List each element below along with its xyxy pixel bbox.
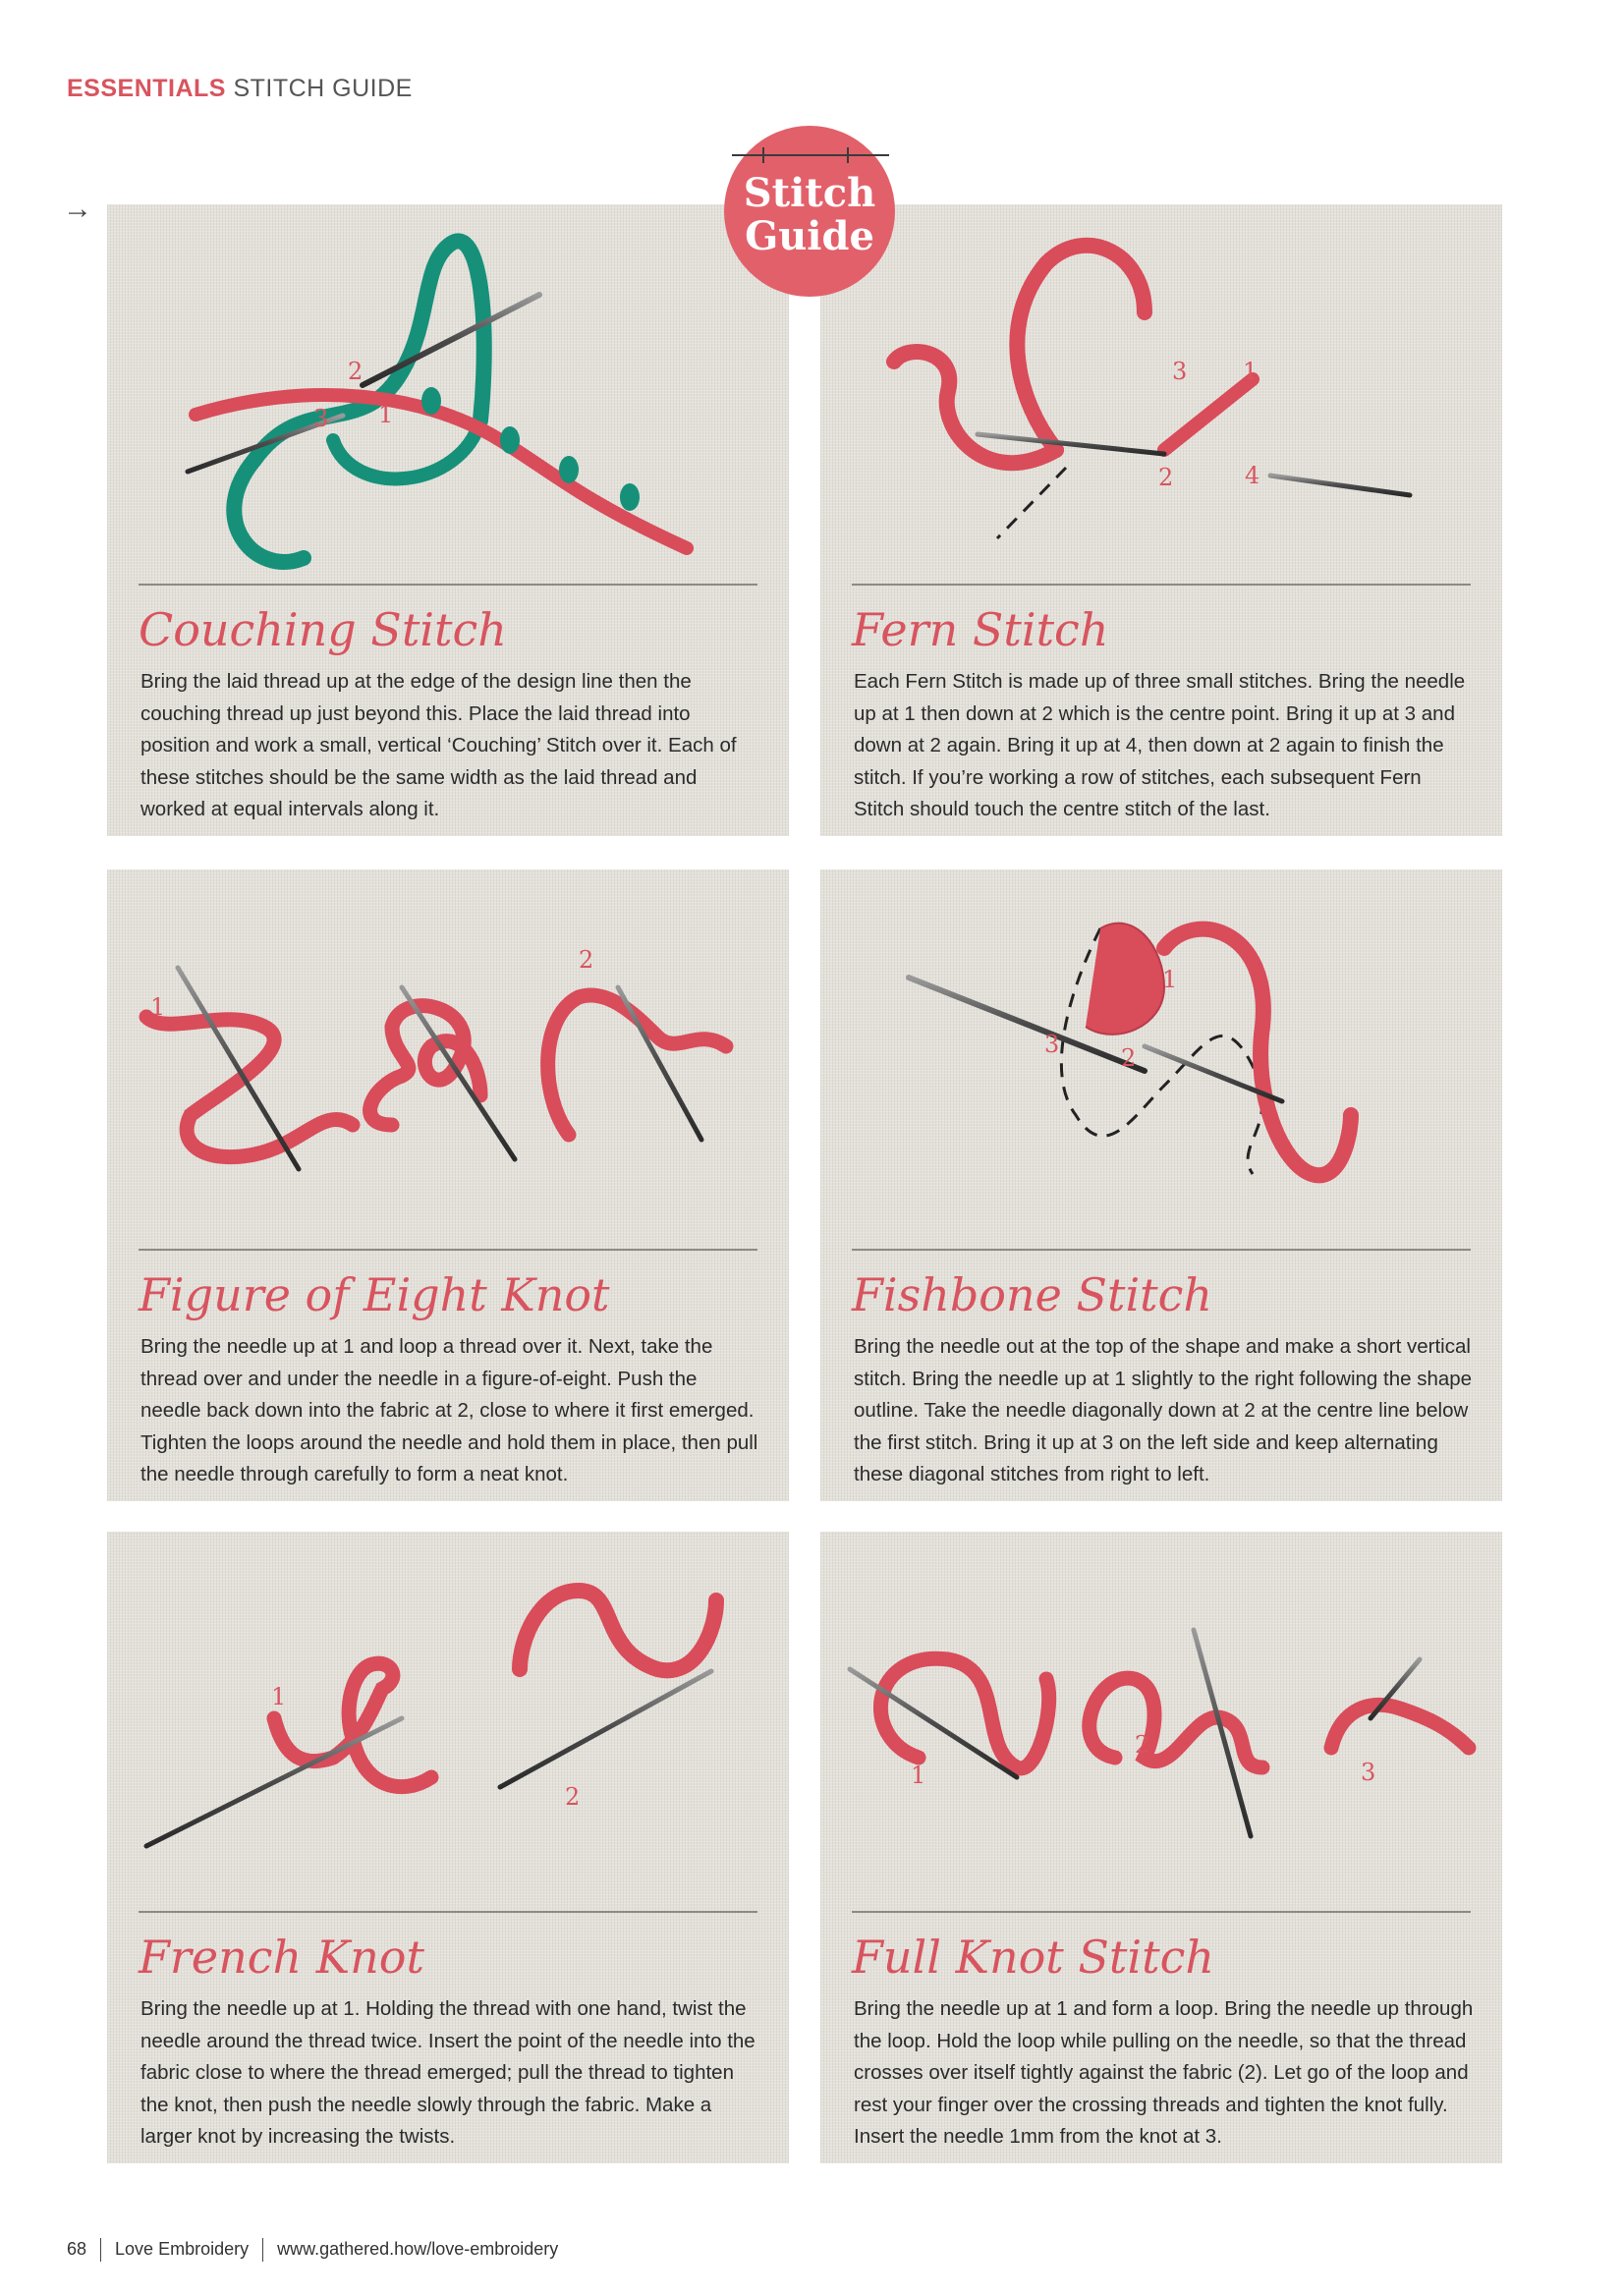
label-2: 2 (1135, 1731, 1150, 1759)
label-2: 2 (348, 358, 364, 385)
footer-separator (262, 2238, 263, 2262)
stitch-description: Bring the laid thread up at the edge of the design line then the couching thread up just beyond this. Place the laid thread into position and work a small, vertical ‘Couching’ Stitch over it. Each of these stitches should be the same width as the laid thread and worked at equal intervals along it. (140, 670, 737, 820)
stitch-title: Full Knot Stitch (852, 1931, 1214, 1984)
label-2: 2 (565, 1783, 581, 1811)
stitch-description: Bring the needle up at 1. Holding the thread with one hand, twist the needle around the thread twice. Insert the point of the needle into the fabric close to where the thread emerged; pull the thread to tighten the knot, then push the needle slowly through the fabric. Make a larger knot by increasing the twists. (140, 1997, 756, 2148)
label-3: 3 (1172, 358, 1188, 385)
label-1: 1 (1162, 966, 1178, 993)
divider (139, 1249, 757, 1251)
panel-full-knot-stitch (820, 1532, 1502, 2163)
page-header (67, 75, 413, 103)
badge-line2: Guide (745, 213, 874, 259)
label-4: 4 (1245, 462, 1260, 489)
arrow-icon: → (63, 193, 92, 225)
stitch-description: Each Fern Stitch is made up of three small stitches. Bring the needle up at 1 then down at 2 which is the centre point. Bring it up at 3 and down at 2 again. Bring it up at 4, then down at 2 again to finish the stitch. If you’re working a row of stitches, each subsequent Fern Stitch should touch the centre stitch of the last. (854, 670, 1466, 820)
stitch-title: French Knot (139, 1931, 424, 1984)
stitch-title: Couching Stitch (139, 603, 507, 656)
panel-french-knot (107, 1532, 789, 2163)
couching-illustration (107, 204, 789, 597)
figure-of-eight-illustration (107, 869, 789, 1262)
badge-line1: Stitch (743, 170, 876, 216)
label-1: 1 (271, 1683, 287, 1710)
label-3: 3 (313, 405, 329, 432)
fern-illustration (820, 204, 1502, 597)
magazine-name: Love Embroidery (115, 2238, 250, 2259)
badge-needle-icon (722, 145, 899, 165)
label-2: 2 (1158, 464, 1174, 491)
divider (852, 1911, 1471, 1913)
french-knot-illustration (107, 1532, 789, 1925)
footer-separator (100, 2238, 101, 2262)
panel-fishbone-stitch (820, 869, 1502, 1501)
header-category: ESSENTIALS (67, 75, 226, 102)
stitch-description: Bring the needle up at 1 and loop a thread over it. Next, take the thread over and under the needle in a figure-of-eight. Push the needle back down into the fabric at 2, close to where it first emerged. Tighten the loops around the needle and hold them in place, then pull the needle through carefully to form a neat knot. (140, 1335, 758, 1485)
fishbone-illustration (820, 869, 1502, 1262)
full-knot-illustration (820, 1532, 1502, 1925)
stitch-title: Fishbone Stitch (852, 1268, 1213, 1321)
label-1: 1 (150, 993, 166, 1021)
website-link[interactable]: www.gathered.how/love-embroidery (277, 2238, 559, 2259)
label-2: 2 (1121, 1044, 1137, 1072)
divider (139, 1911, 757, 1913)
label-1: 1 (911, 1762, 926, 1789)
divider (852, 584, 1471, 586)
panel-figure-of-eight-knot (107, 869, 789, 1501)
divider (139, 584, 757, 586)
stitch-title: Figure of Eight Knot (139, 1268, 610, 1321)
label-2: 2 (579, 946, 594, 974)
header-section: STITCH GUIDE (233, 75, 413, 102)
page-number: 68 (67, 2238, 87, 2259)
stitch-description: Bring the needle up at 1 and form a loop. Bring the needle up through the loop. Hold the loop while pulling on the needle, so that the thread crosses over itself tightly against the fabric (2). Let go of the loop and rest your finger over the crossing threads and tighten the knot fully. Insert the needle 1mm from the knot at 3. (854, 1997, 1474, 2148)
panel-couching-stitch (107, 204, 789, 836)
label-3: 3 (1361, 1759, 1376, 1786)
label-3: 3 (1044, 1031, 1060, 1058)
page-footer (67, 2238, 558, 2262)
panel-fern-stitch (820, 204, 1502, 836)
stitch-title: Fern Stitch (852, 603, 1109, 656)
label-1: 1 (378, 401, 394, 428)
label-1: 1 (1243, 358, 1259, 385)
divider (852, 1249, 1471, 1251)
stitch-description: Bring the needle out at the top of the shape and make a short vertical stitch. Bring the needle up at 1 slightly to the right following the shape outline. Take the needle diagonally down at 2 at the centre line below the first stitch. Bring it up at 3 on the left side and keep alternating these diagonal stitches from right to left. (854, 1335, 1473, 1485)
